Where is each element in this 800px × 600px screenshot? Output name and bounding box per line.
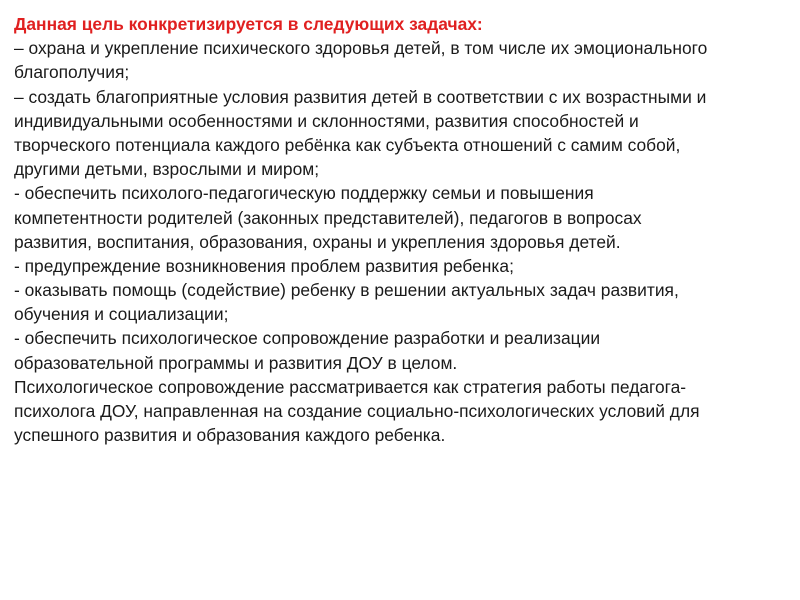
text-line: обучения и социализации;: [14, 304, 229, 325]
slide-heading: Данная цель конкретизируется в следующих задачах:: [14, 14, 483, 34]
text-line: - оказывать помощь (содействие) ребенку в решении актуальных задач развития,: [14, 280, 679, 301]
text-line: компетентности родителей (законных представителей), педагогов в вопросах: [14, 207, 642, 228]
text-line: другими детьми, взрослыми и миром;: [14, 159, 320, 180]
text-line: Психологическое сопровождение рассматривается как стратегия работы педагога-: [14, 376, 687, 397]
text-line: благополучия;: [14, 62, 130, 83]
text-line: психолога ДОУ, направленная на создание социально-психологических условий для: [14, 401, 700, 421]
text-line: творческого потенциала каждого ребёнка как субъекта отношений с самим собой,: [14, 134, 681, 155]
text-line: индивидуальными особенностями и склонностями, развития способностей и: [14, 110, 639, 131]
slide-text-block: [14, 12, 800, 447]
text-line: успешного развития и образования каждого ребенка.: [14, 425, 446, 446]
text-line: – охрана и укрепление психического здоровья детей, в том числе их эмоционального: [14, 38, 708, 59]
text-line: - обеспечить психологическое сопровождение разработки и реализации: [14, 328, 601, 349]
top-accent-mark: [0, 0, 4, 3]
text-line: образовательной программы и развития ДОУ в целом.: [14, 352, 458, 373]
text-line: - предупреждение возникновения проблем развития ребенка;: [14, 255, 514, 276]
text-line: развития, воспитания, образования, охраны и укрепления здоровья детей.: [14, 231, 621, 252]
text-line: - обеспечить психолого-педагогическую поддержку семьи и повышения: [14, 183, 594, 204]
text-line: – создать благоприятные условия развития детей в соответствии с их возрастными и: [14, 86, 707, 107]
